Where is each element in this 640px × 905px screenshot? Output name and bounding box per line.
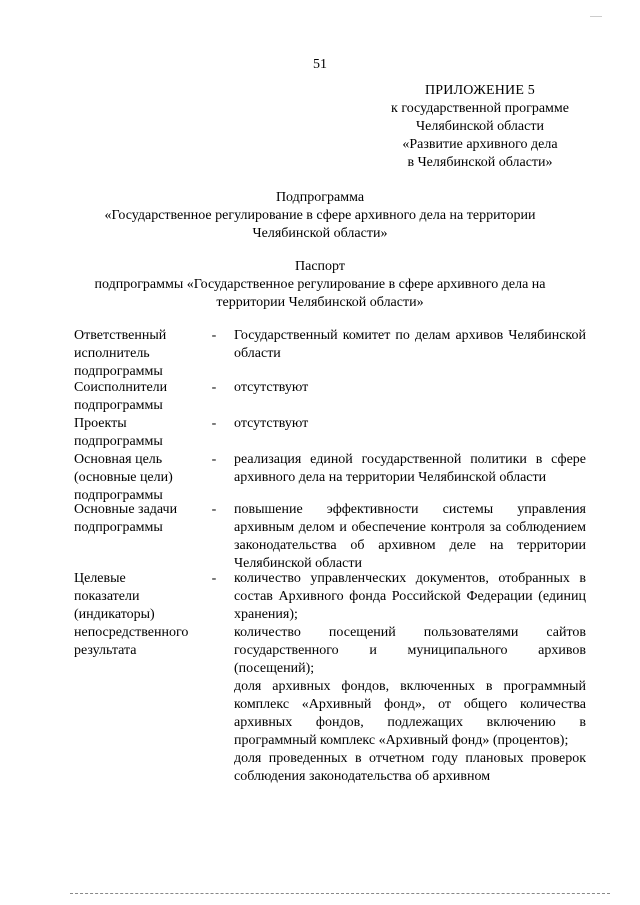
row-content-paragraph: Государственный комитет по делам архивов Челябинской области <box>234 328 586 361</box>
row-content <box>234 327 586 363</box>
row-label-line: (основные цели) <box>74 470 173 485</box>
row-label-line: подпрограммы <box>74 488 163 503</box>
row-content-paragraph: отсутствуют <box>234 380 309 395</box>
passport-heading: Паспорт <box>295 259 345 274</box>
appendix-line: «Развитие архивного дела <box>402 137 558 152</box>
row-dash: - <box>211 416 217 431</box>
passport-name-line: подпрограммы «Государственное регулирование в сфере архивного дела на <box>94 277 546 292</box>
row-content-paragraph: отсутствуют <box>234 416 309 431</box>
row-label-line: Целевые <box>74 571 126 586</box>
footer-divider <box>70 893 610 894</box>
appendix-header <box>368 82 592 172</box>
row-content <box>234 451 586 487</box>
row-content <box>234 570 586 786</box>
row-label-line: Основные задачи <box>74 502 178 517</box>
subprogram-title <box>60 189 580 243</box>
row-label <box>74 415 204 451</box>
row-label <box>74 327 204 381</box>
row-label-line: результата <box>74 643 137 658</box>
passport-name-line: территории Челябинской области» <box>216 295 424 310</box>
subprogram-heading: Подпрограмма <box>275 190 365 205</box>
row-content <box>234 415 586 433</box>
subprogram-name-line: «Государственное регулирование в сфере архивного дела на территории <box>104 208 536 223</box>
row-dash: - <box>211 571 217 586</box>
row-label-line: исполнитель <box>74 346 150 361</box>
row-dash: - <box>211 502 217 517</box>
passport-title <box>60 258 580 312</box>
row-dash: - <box>211 380 217 395</box>
appendix-line: Челябинской области <box>416 119 544 134</box>
row-label-line: подпрограммы <box>74 398 163 413</box>
row-content-paragraph: доля проведенных в отчетном году плановых проверок соблюдения законодательства об архивном <box>234 751 586 784</box>
row-label-line: Соисполнители <box>74 380 168 395</box>
row-label <box>74 451 204 505</box>
row-label <box>74 570 204 660</box>
row-label-line: подпрограммы <box>74 434 163 449</box>
row-label <box>74 501 204 537</box>
page-number: 51 <box>313 57 327 72</box>
row-label-line: непосредственного <box>74 625 189 640</box>
row-dash: - <box>211 452 217 467</box>
row-label-line: подпрограммы <box>74 520 163 535</box>
row-content-paragraph: доля архивных фондов, включенных в программный комплекс «Архивный фонд», от общего количества архивных фондов, подлежащих включению в программный комплекс «Архивный фонд» (процентов); <box>234 679 586 748</box>
row-content-paragraph: количество управленческих документов, отобранных в состав Архивного фонда Российской Федерации (единиц хранения); <box>234 571 586 622</box>
scan-mark <box>590 16 602 17</box>
appendix-line: к государственной программе <box>391 101 569 116</box>
row-content <box>234 501 586 573</box>
row-label-line: (индикаторы) <box>74 607 155 622</box>
appendix-title: ПРИЛОЖЕНИЕ 5 <box>424 83 536 98</box>
row-label-line: Проекты <box>74 416 127 431</box>
row-content-paragraph: повышение эффективности системы управления архивным делом и обеспечение контроля за соблюдением законодательства об архивном деле на территории Челябинской области <box>234 502 586 571</box>
subprogram-name-line: Челябинской области» <box>252 226 388 241</box>
row-dash: - <box>211 328 217 343</box>
row-content-paragraph: количество посещений пользователями сайтов государственного и муниципального архивов (посещений); <box>234 625 586 676</box>
row-label-line: Основная цель <box>74 452 163 467</box>
row-label-line: Ответственный <box>74 328 167 343</box>
row-label <box>74 379 204 415</box>
appendix-line: в Челябинской области» <box>407 155 553 170</box>
row-label-line: подпрограммы <box>74 364 163 379</box>
row-label-line: показатели <box>74 589 140 604</box>
row-content <box>234 379 586 397</box>
row-content-paragraph: реализация единой государственной политики в сфере архивного дела на территории Челябинской области <box>234 452 586 485</box>
